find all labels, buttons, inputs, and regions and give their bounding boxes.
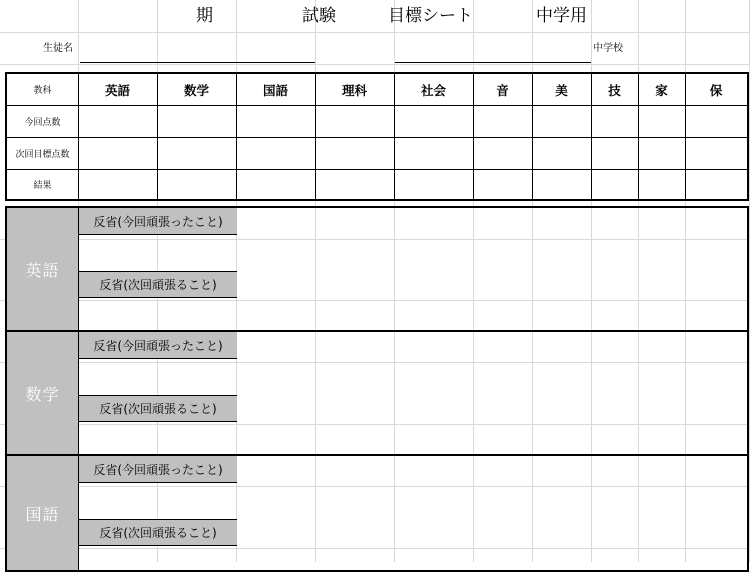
- row-label-current-score: 今回点数: [24, 117, 61, 128]
- grid-row-line: [0, 64, 750, 65]
- school-label: 中学校: [593, 43, 623, 54]
- grid-row-line: [0, 32, 750, 33]
- reflection-this-time-label: 反省(今回頑張ったこと): [79, 332, 237, 359]
- subject-label: 国語: [25, 504, 60, 524]
- subject-label-cell: [7, 208, 79, 330]
- table-row: [7, 137, 747, 169]
- reflection-next-time-label: 反省(次回頑張ること): [79, 271, 237, 298]
- row-label-target-score: 次回目標点数: [15, 149, 70, 160]
- subject-label-cell: [7, 456, 79, 570]
- score-table: [5, 72, 749, 201]
- school-name-field[interactable]: [395, 62, 591, 63]
- title-term: 期: [196, 6, 213, 26]
- subject-header-art: 美: [555, 82, 568, 98]
- title-junior-high: 中学用: [536, 6, 587, 26]
- row-label-result: 結果: [33, 180, 52, 191]
- subject-header-japanese: 国語: [262, 82, 288, 98]
- subject-header-science: 理科: [341, 82, 367, 98]
- table-row: [7, 105, 747, 137]
- reflection-this-time-label: 反省(今回頑張ったこと): [79, 456, 237, 483]
- reflection-next-time-label: 反省(次回頑張ること): [79, 519, 237, 546]
- subject-header-social: 社会: [420, 82, 446, 98]
- title-goal-sheet: 目標シート: [388, 6, 473, 26]
- subject-header-home-ec: 家: [655, 82, 668, 98]
- subject-label: 数学: [25, 384, 60, 404]
- reflection-section-japanese: [5, 454, 749, 572]
- table-row: [7, 169, 747, 199]
- reflection-section-math: [5, 330, 749, 456]
- reflection-next-time-label: 反省(次回頑張ること): [79, 395, 237, 422]
- subject-header-health: 保: [709, 82, 723, 98]
- student-name-field[interactable]: [80, 62, 315, 63]
- subject-label: 英語: [25, 260, 60, 280]
- subject-label-cell: [7, 332, 79, 454]
- subject-header-math: 数学: [183, 82, 209, 98]
- reflection-section-english: [5, 206, 749, 332]
- subject-header-english: 英語: [104, 82, 130, 98]
- subject-header-music: 音: [496, 82, 509, 98]
- table-corner-label: 教科: [33, 86, 52, 96]
- subject-header-technology: 技: [608, 82, 621, 98]
- reflection-this-time-label: 反省(今回頑張ったこと): [79, 208, 237, 235]
- table-header-row: [7, 74, 747, 105]
- title-exam: 試験: [302, 6, 336, 26]
- student-name-label: 生徒名: [43, 43, 73, 54]
